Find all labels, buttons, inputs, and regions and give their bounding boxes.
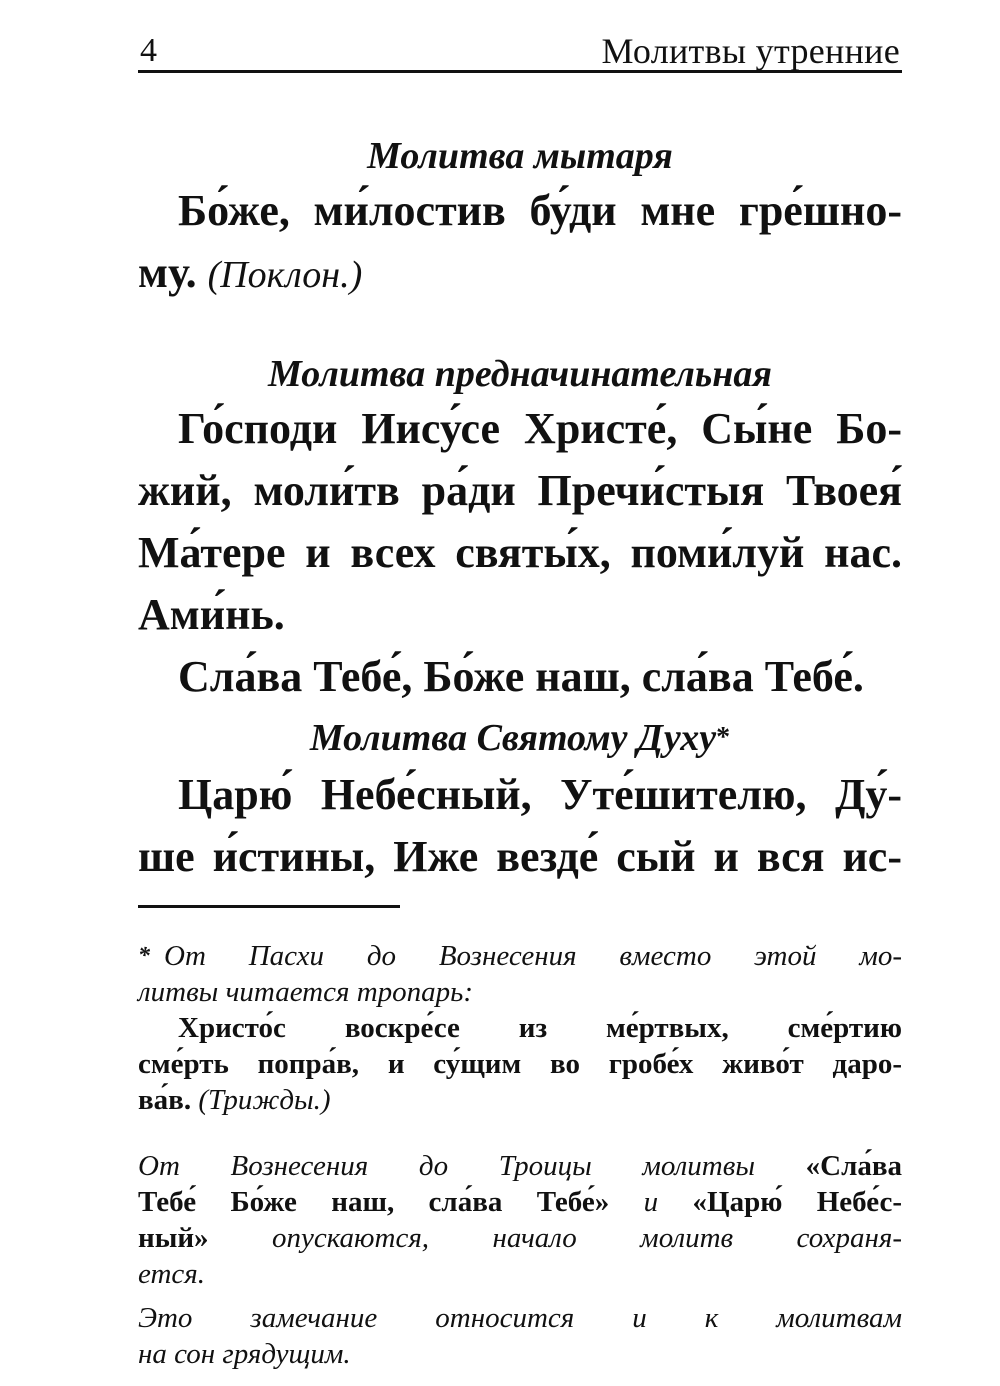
text-fragment: «Сла́ва — [805, 1150, 902, 1182]
footnote-mark: * — [138, 943, 150, 969]
footnote-line: ется. — [138, 1258, 206, 1290]
doxology-line: Сла́ва Тебе́, Бо́же наш, сла́ва Тебе́. — [178, 652, 864, 701]
text-line: Ма́тере и всех святы́х, поми́луй нас. — [138, 528, 902, 577]
troparion-line: Христо́с воскре́се из ме́ртвых, сме́ртию — [178, 1012, 902, 1044]
footnote-line — [138, 1184, 902, 1220]
footnote-line: литвы читается тропарь: — [138, 976, 474, 1008]
prayer-title-initial: Молитва предначинательная — [268, 353, 772, 395]
text-fragment: му. — [138, 248, 197, 297]
footnote-remark — [138, 1300, 902, 1372]
text-fragment: опускаются, начало молитв сохраня- — [271, 1222, 903, 1254]
text-line: Царю́ Небе́сный, Уте́шителю, Ду́- — [178, 770, 902, 819]
running-head — [138, 18, 902, 73]
footnote-line — [138, 1148, 902, 1184]
text-line: Го́споди Иису́се Христе́, Сы́не Бо- — [178, 404, 902, 453]
footnote-ascension-rule — [138, 1148, 902, 1292]
footnote — [138, 938, 902, 1118]
text-fragment: От Пасхи до Вознесения вместо этой мо- — [164, 940, 902, 972]
prayer-text-holy-spirit — [138, 764, 902, 888]
footnote-line: Это замечание относится и к молитвам — [138, 1302, 902, 1334]
prayer-title-holy-spirit — [138, 716, 902, 760]
text-line: ше и́стины, Иже везде́ сый и вся ис- — [138, 832, 902, 881]
text-line: Ами́нь. — [138, 590, 285, 639]
footnote-reference: * — [716, 722, 731, 753]
text-fragment: От Вознесения до Троицы молитвы — [138, 1150, 755, 1182]
troparion-line: сме́рть попра́в, и су́щим во гробе́х живо́т даро- — [138, 1048, 902, 1080]
text-fragment: Тебе́ Бо́же наш, сла́ва Тебе́» — [138, 1186, 610, 1218]
footnote-line: на сон грядущим. — [138, 1338, 351, 1370]
footnote-rule — [138, 905, 400, 908]
text-line: Бо́же, ми́лостив бу́ди мне гре́шно- — [178, 186, 902, 235]
troparion-line — [138, 1082, 902, 1118]
footnote-line — [138, 938, 902, 974]
text-fragment: «Царю́ Небе́с- — [692, 1186, 903, 1218]
rubric-note: (Поклон.) — [207, 254, 363, 296]
text-fragment: ва́в. — [138, 1084, 192, 1116]
text-fragment: ный» — [138, 1222, 209, 1254]
rubric-note: (Трижды.) — [198, 1084, 331, 1116]
page-number: 4 — [140, 32, 157, 69]
running-title: Молитвы утренние — [601, 31, 900, 71]
text-fragment: и — [643, 1186, 659, 1218]
text-line: жий, моли́тв ра́ди Пречи́стыя Твоея́ — [138, 466, 902, 515]
title-text: Молитва Святому Духу — [309, 717, 717, 759]
text-line — [138, 242, 902, 306]
prayer-text-publican — [138, 180, 902, 306]
prayer-title-publican: Молитва мытаря — [367, 135, 673, 177]
footnote-line — [138, 1220, 902, 1256]
prayer-text-initial — [138, 398, 902, 708]
